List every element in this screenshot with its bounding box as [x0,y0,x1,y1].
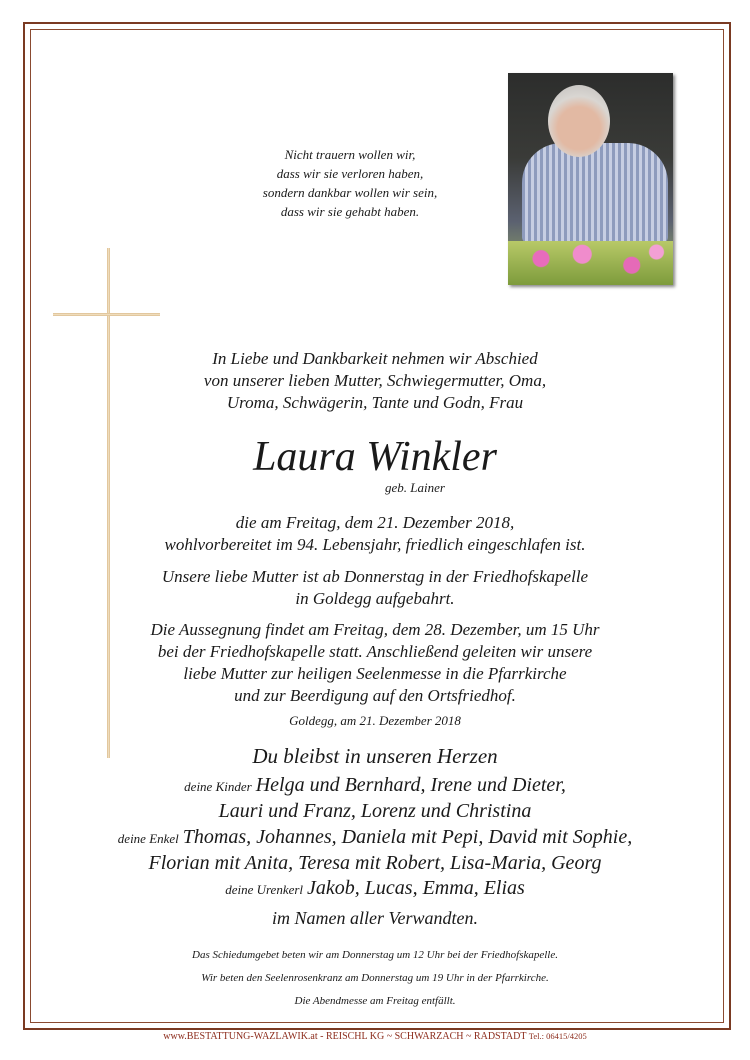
intro-line: von unserer lieben Mutter, Schwiegermutter, Oma, [203,371,547,390]
note-line: Das Schiedumgebet beten wir am Donnerstag um 12 Uhr bei der Friedhofskapelle. [192,949,558,961]
poem-line: dass wir sie gehabt haben. [280,204,420,219]
kinder-label: deine Kinder [184,779,252,794]
deceased-name: Laura Winkler [253,434,497,480]
kinder-line: Helga und Bernhard, Irene und Dieter, [255,774,566,796]
poem [200,145,500,221]
enkel-label: deine Enkel [117,831,179,846]
note-line: Wir beten den Seelenrosenkranz am Donnerstag um 19 Uhr in der Pfarrkirche. [201,972,549,984]
intro-text [40,348,710,414]
text-line: wohlvorbereitet im 94. Lebensjahr, friedlich eingeschlafen ist. [164,535,586,554]
poem-line: sondern dankbar wollen wir sein, [262,185,438,200]
cross-icon-bar [53,313,160,316]
text-line: und zur Beerdigung auf den Ortsfriedhof. [234,686,516,705]
notes [40,944,710,1013]
text-line: in Goldegg aufgebahrt. [295,589,455,608]
intro-line: Uroma, Schwägerin, Tante und Godn, Frau [226,393,524,412]
enkel-line: Thomas, Johannes, Daniela mit Pepi, David mit Sophie, [182,826,633,848]
motto: Du bleibst in unseren Herzen [252,744,498,768]
funeral-notice [40,619,710,707]
footer [0,1031,750,1042]
death-notice [40,512,710,556]
poem-line: dass wir sie verloren haben, [276,166,424,181]
portrait-photo [508,73,673,285]
text-line: die am Freitag, dem 21. Dezember 2018, [235,513,515,532]
family-list [40,773,710,930]
text-line: bei der Friedhofskapelle statt. Anschließend geleiten wir unsere [157,642,593,661]
text-line: Unsere liebe Mutter ist ab Donnerstag in der Friedhofskapelle [161,567,589,586]
viewing-notice [40,566,710,610]
birth-name: geb. Lainer [385,480,445,495]
note-line: Die Abendmesse am Freitag entfällt. [294,995,456,1007]
urenkel-label: deine Urenkerl [225,882,304,897]
urenkel-line: Jakob, Lucas, Emma, Elias [307,877,525,899]
poem-line: Nicht trauern wollen wir, [284,147,416,162]
footer-tel: Tel.: 06415/4205 [528,1031,587,1041]
text-line: Die Aussegnung findet am Freitag, dem 28. Dezember, um 15 Uhr [150,620,600,639]
place-date: Goldegg, am 21. Dezember 2018 [289,713,461,728]
kinder-line: Lauri und Franz, Lorenz und Christina [218,800,532,822]
closing-line: im Namen aller Verwandten. [272,908,478,928]
enkel-line: Florian mit Anita, Teresa mit Robert, Lisa-Maria, Georg [148,852,602,874]
footer-text: www.BESTATTUNG-WAZLAWIK.at - REISCHL KG ~ SCHWARZACH ~ RADSTADT [163,1031,527,1042]
text-line: liebe Mutter zur heiligen Seelenmesse in die Pfarrkirche [183,664,567,683]
intro-line: In Liebe und Dankbarkeit nehmen wir Abschied [212,349,538,368]
